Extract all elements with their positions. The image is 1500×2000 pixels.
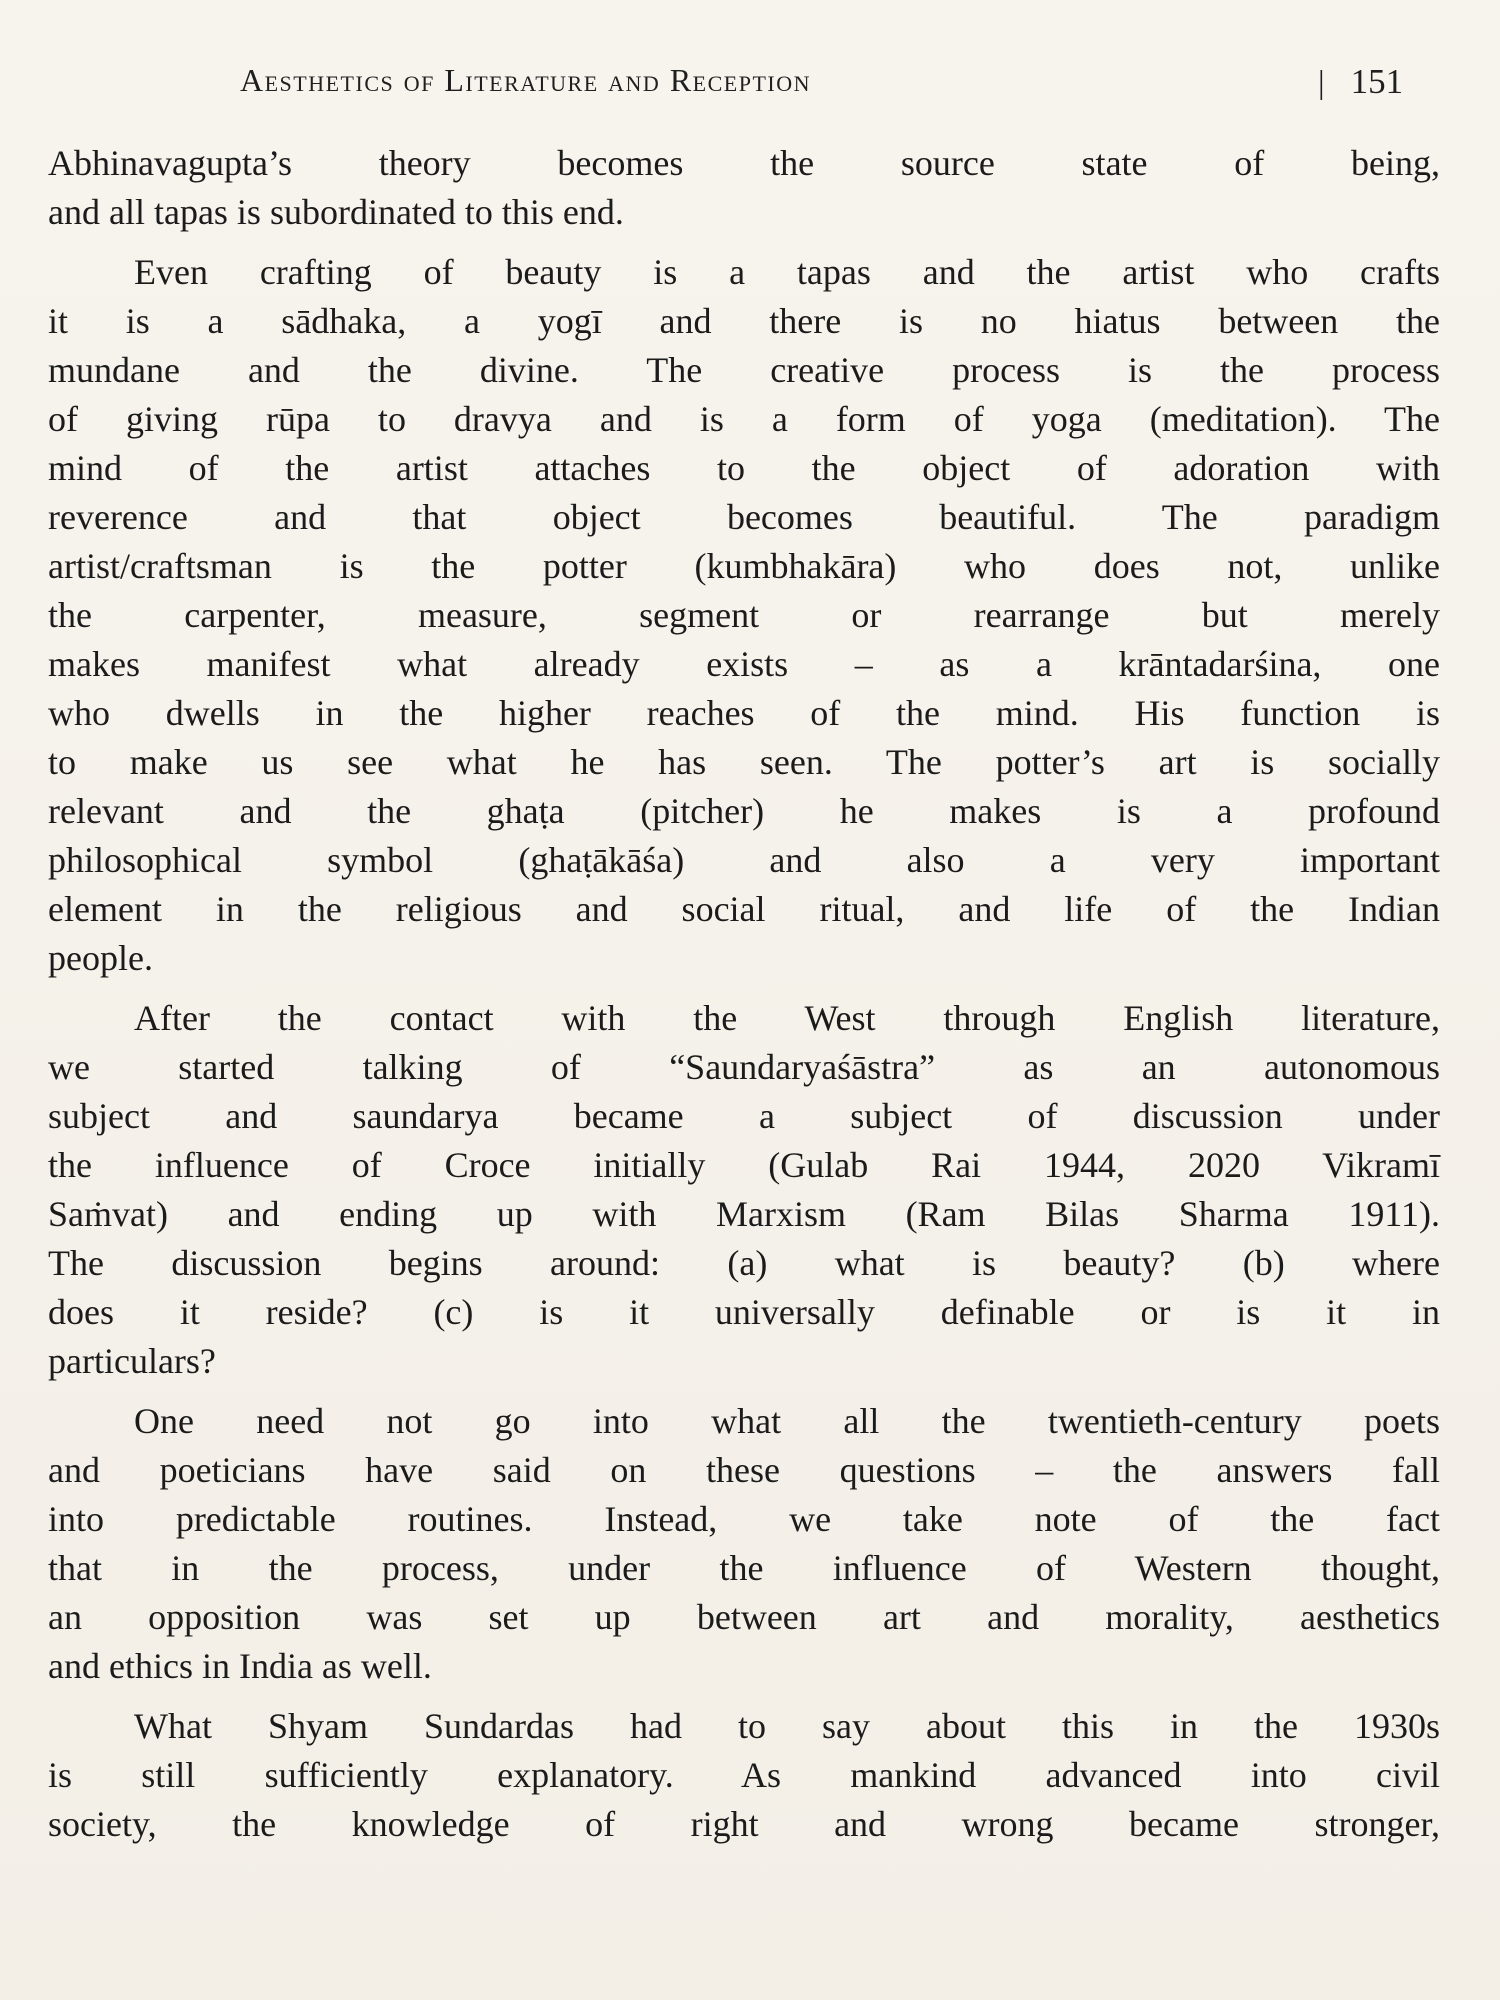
text-line: to make us see what he has seen. The potter’s art is socially	[48, 742, 1440, 782]
text-line: does it reside? (c) is it universally definable or is it in	[48, 1292, 1440, 1332]
page-separator: |	[1318, 65, 1325, 101]
text-line: is still sufficiently explanatory. As mankind advanced into civil	[48, 1755, 1440, 1795]
body-text	[48, 139, 1440, 1849]
paragraph-3	[48, 994, 1440, 1386]
text-line: of giving rūpa to dravya and is a form of yoga (meditation). The	[48, 399, 1440, 439]
text-line: After the contact with the West through English literature,	[134, 998, 1440, 1038]
text-line: What Shyam Sundardas had to say about this in the 1930s	[134, 1706, 1440, 1746]
text-line: the influence of Croce initially (Gulab Rai 1944, 2020 Vikramī	[48, 1145, 1440, 1185]
text-line: and all tapas is subordinated to this end.	[48, 192, 624, 232]
text-line: artist/craftsman is the potter (kumbhakāra) who does not, unlike	[48, 546, 1440, 586]
text-line: makes manifest what already exists – as a krāntadarśina, one	[48, 644, 1440, 684]
paragraph-5	[48, 1702, 1440, 1849]
text-line: Even crafting of beauty is a tapas and the artist who crafts	[134, 252, 1440, 292]
paragraph-4	[48, 1397, 1440, 1691]
text-line: into predictable routines. Instead, we take note of the fact	[48, 1499, 1440, 1539]
text-line: The discussion begins around: (a) what is beauty? (b) where	[48, 1243, 1440, 1283]
running-title: Aesthetics of Literature and Reception	[240, 62, 811, 98]
text-line: and ethics in India as well.	[48, 1646, 432, 1686]
text-line: and poeticians have said on these questions – the answers fall	[48, 1450, 1440, 1490]
text-line: that in the process, under the influence of Western thought,	[48, 1548, 1440, 1588]
running-header	[0, 62, 1500, 112]
text-line: element in the religious and social ritual, and life of the Indian	[48, 889, 1440, 929]
text-line: an opposition was set up between art and morality, aesthetics	[48, 1597, 1440, 1637]
text-line: Saṁvat) and ending up with Marxism (Ram Bilas Sharma 1911).	[48, 1194, 1440, 1234]
text-line: people.	[48, 938, 153, 978]
text-line: One need not go into what all the twentieth-century poets	[134, 1401, 1440, 1441]
text-line: society, the knowledge of right and wrong became stronger,	[48, 1804, 1440, 1844]
text-line: who dwells in the higher reaches of the mind. His function is	[48, 693, 1440, 733]
text-line: philosophical symbol (ghaṭākāśa) and also a very important	[48, 840, 1440, 880]
text-line: it is a sādhaka, a yogī and there is no hiatus between the	[48, 301, 1440, 341]
text-line: reverence and that object becomes beautiful. The paradigm	[48, 497, 1440, 537]
text-line: Abhinavagupta’s theory becomes the source state of being,	[48, 143, 1440, 183]
paragraph-2	[48, 248, 1440, 983]
text-line: relevant and the ghaṭa (pitcher) he makes is a profound	[48, 791, 1440, 831]
paragraph-1	[48, 139, 1440, 237]
text-line: particulars?	[48, 1341, 216, 1381]
page-number: 151	[1350, 62, 1404, 101]
text-line: subject and saundarya became a subject of discussion under	[48, 1096, 1440, 1136]
text-line: mind of the artist attaches to the object of adoration with	[48, 448, 1440, 488]
text-line: the carpenter, measure, segment or rearrange but merely	[48, 595, 1440, 635]
text-line: we started talking of “Saundaryaśāstra” as an autonomous	[48, 1047, 1440, 1087]
text-line: mundane and the divine. The creative process is the process	[48, 350, 1440, 390]
page-number-area	[1318, 62, 1403, 102]
